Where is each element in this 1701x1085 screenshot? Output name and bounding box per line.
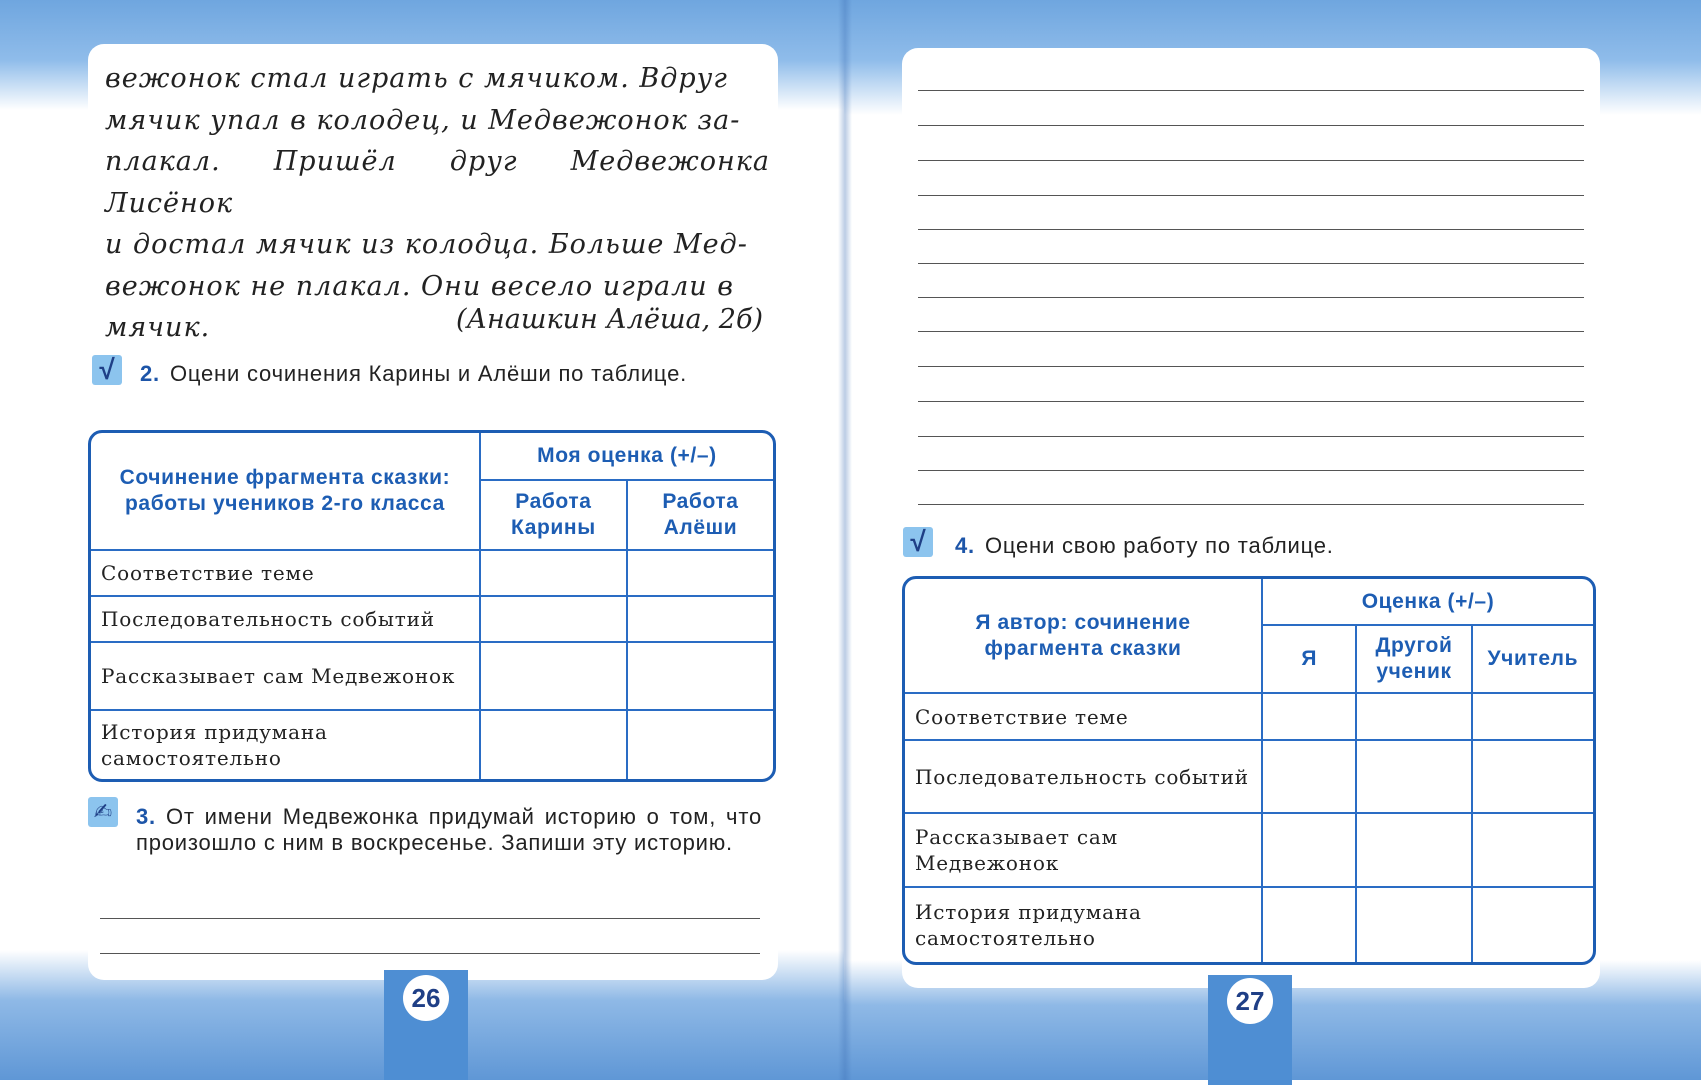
table2-row-label: Рассказывает сам Медвежонок: [905, 814, 1263, 888]
handwritten-line: вежонок стал играть с мячиком. Вдруг: [105, 63, 728, 94]
table1-header-col2: Работа Алёши: [628, 481, 773, 551]
table2-header-col3: Учитель: [1473, 626, 1593, 694]
table1-header-col1: Работа Карины: [481, 481, 628, 551]
book-spine: [838, 0, 852, 1080]
writing-line[interactable]: [918, 331, 1584, 332]
table2-cell[interactable]: [1263, 694, 1357, 741]
pencil-hand-icon: ✍: [88, 797, 118, 827]
table1-row-label: История придумана самостоятельно: [91, 711, 481, 779]
table1-header-group: Моя оценка (+/–): [481, 433, 773, 481]
table1-row-label: Соответствие теме: [91, 551, 481, 597]
table2-cell[interactable]: [1473, 814, 1593, 888]
table1-cell[interactable]: [481, 711, 628, 779]
handwritten-line: плакал. Пришёл друг Медвежонка Лисёнок: [105, 146, 770, 219]
task-3-text: От имени Медвежонка придумай историю о том, что произошло с ним в воскресенье. Запиши эту историю.: [136, 804, 762, 855]
writing-line[interactable]: [918, 195, 1584, 196]
task-2-number: 2.: [140, 361, 160, 386]
table1-cell[interactable]: [628, 643, 773, 711]
evaluation-table-1: [88, 430, 776, 782]
table1-cell[interactable]: [628, 597, 773, 643]
story-signature: (Анашкин Алёша, 2б): [456, 304, 763, 335]
writing-line[interactable]: [918, 504, 1584, 505]
table1-cell[interactable]: [481, 643, 628, 711]
table2-cell[interactable]: [1473, 694, 1593, 741]
checkmark-icon: √: [92, 355, 122, 385]
writing-line[interactable]: [918, 297, 1584, 298]
table1-header-main: Сочинение фрагмента сказки: работы учеников 2-го класса: [91, 433, 481, 551]
writing-line[interactable]: [918, 366, 1584, 367]
task-3: [136, 804, 762, 856]
writing-line[interactable]: [918, 436, 1584, 437]
table2-header-group: Оценка (+/–): [1263, 579, 1593, 626]
handwritten-line: вежонок не плакал. Они весело играли в: [105, 270, 734, 302]
table2-cell[interactable]: [1263, 741, 1357, 814]
writing-line[interactable]: [918, 229, 1584, 230]
table2-cell[interactable]: [1357, 694, 1472, 741]
evaluation-table-2: [902, 576, 1596, 965]
page-number-right: 27: [1227, 978, 1273, 1024]
handwritten-line: мячик упал в колодец, и Медвежонок за-: [105, 104, 741, 136]
writing-line[interactable]: [918, 263, 1584, 264]
task-2-text: Оцени сочинения Карины и Алёши по таблице.: [169, 361, 688, 386]
task-3-number: 3.: [136, 804, 156, 829]
table2-cell[interactable]: [1263, 888, 1357, 962]
table2-row-label: История придумана самостоятельно: [905, 888, 1263, 962]
writing-line[interactable]: [918, 160, 1584, 161]
table2-cell[interactable]: [1357, 814, 1472, 888]
table2-row-label: Последовательность событий: [905, 741, 1263, 814]
writing-line[interactable]: [918, 401, 1584, 402]
table2-header-col2: Другой ученик: [1357, 626, 1472, 694]
table2-cell[interactable]: [1473, 888, 1593, 962]
table2-cell[interactable]: [1357, 888, 1472, 962]
table2-cell[interactable]: [1263, 814, 1357, 888]
checkmark-icon: √: [903, 527, 933, 557]
table2-row-label: Соответствие теме: [905, 694, 1263, 741]
table2-cell[interactable]: [1473, 741, 1593, 814]
table1-cell[interactable]: [481, 551, 628, 597]
table2-header-main: Я автор: сочинение фрагмента сказки: [905, 579, 1263, 694]
handwritten-line: мячик.: [105, 312, 211, 343]
writing-line[interactable]: [918, 90, 1584, 91]
table1-cell[interactable]: [628, 711, 773, 779]
table1-row-label: Рассказывает сам Медвежонок: [91, 643, 481, 711]
writing-line[interactable]: [100, 953, 760, 954]
writing-line[interactable]: [918, 125, 1584, 126]
task-4-number: 4.: [955, 533, 975, 558]
table1-cell[interactable]: [481, 597, 628, 643]
handwritten-line: и достал мячик из колодца. Больше Мед-: [105, 229, 748, 260]
page-number-left: 26: [403, 975, 449, 1021]
table1-row-label: Последовательность событий: [91, 597, 481, 643]
task-4: [955, 533, 1575, 559]
writing-line[interactable]: [918, 470, 1584, 471]
table2-cell[interactable]: [1357, 741, 1472, 814]
table1-cell[interactable]: [628, 551, 773, 597]
task-2: [140, 361, 765, 387]
task-4-text: Оцени свою работу по таблице.: [984, 533, 1334, 558]
writing-line[interactable]: [100, 918, 760, 919]
table2-header-col1: Я: [1263, 626, 1357, 694]
